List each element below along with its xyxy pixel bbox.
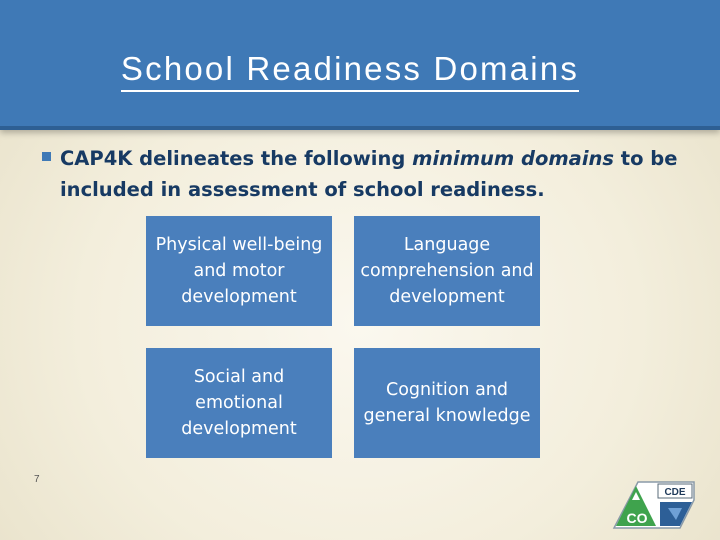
domain-box-cognition: Cognition and general knowledge	[354, 348, 540, 458]
cde-logo-icon	[610, 478, 696, 532]
logo-bottom-text: CO	[626, 510, 648, 526]
domain-box-social: Social and emotional development	[146, 348, 332, 458]
title-bar	[0, 0, 720, 130]
domain-box-physical: Physical well-being and motor development	[146, 216, 332, 326]
bullet-text: CAP4K delineates the following minimum domains to be included in assessment of school readiness.	[60, 147, 678, 201]
domain-box-language: Language comprehension and development	[354, 216, 540, 326]
logo-top-text: CDE	[664, 487, 686, 498]
slide-title: School Readiness Domains	[0, 50, 700, 88]
page-number: 7	[34, 474, 40, 485]
bullet-square-icon	[42, 152, 51, 161]
bullet-point	[42, 143, 692, 205]
